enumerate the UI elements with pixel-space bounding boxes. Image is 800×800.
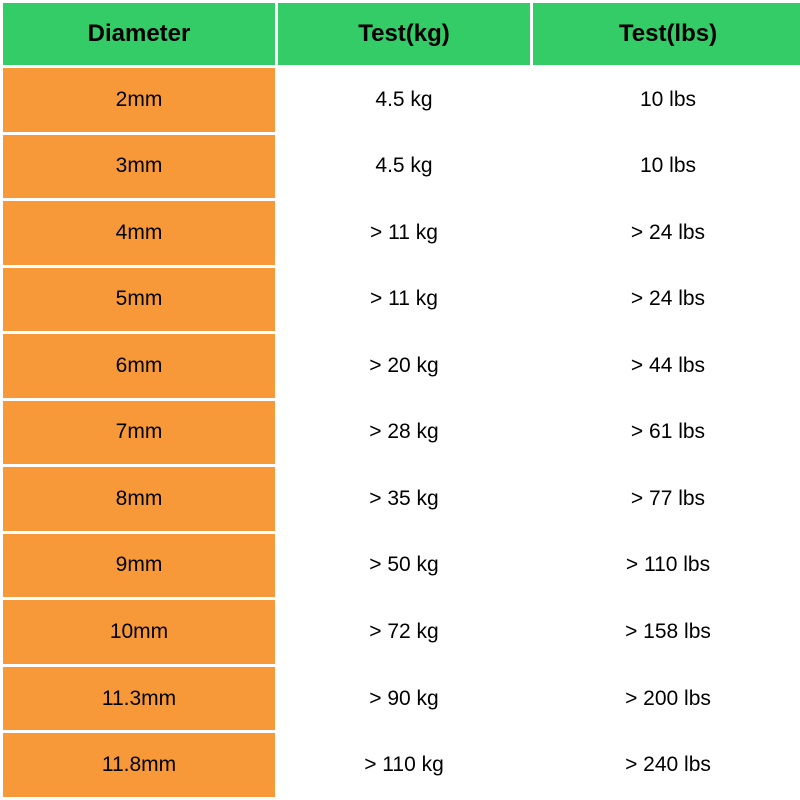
- table-row: [3, 334, 800, 398]
- cell-test-lbs: > 24 lbs: [533, 201, 800, 265]
- table-header: [3, 3, 800, 65]
- cell-test-kg: > 50 kg: [278, 534, 530, 598]
- cell-test-lbs: > 44 lbs: [533, 334, 800, 398]
- table-row: [3, 401, 800, 465]
- cell-test-lbs: > 110 lbs: [533, 534, 800, 598]
- cell-diameter: 9mm: [3, 534, 275, 598]
- table-row: [3, 667, 800, 731]
- table-row: [3, 68, 800, 132]
- table-row: [3, 135, 800, 199]
- table-header-row: [3, 3, 800, 65]
- cell-test-kg: 4.5 kg: [278, 68, 530, 132]
- column-header-diameter: Diameter: [3, 3, 275, 65]
- table-row: [3, 534, 800, 598]
- table-body: [3, 68, 800, 797]
- cell-test-kg: > 90 kg: [278, 667, 530, 731]
- table-row: [3, 201, 800, 265]
- table-row: [3, 733, 800, 797]
- cell-test-kg: > 72 kg: [278, 600, 530, 664]
- table-row: [3, 600, 800, 664]
- cell-test-lbs: 10 lbs: [533, 135, 800, 199]
- cell-test-lbs: > 61 lbs: [533, 401, 800, 465]
- column-header-test-lbs: Test(lbs): [533, 3, 800, 65]
- cell-test-lbs: 10 lbs: [533, 68, 800, 132]
- cell-diameter: 2mm: [3, 68, 275, 132]
- cell-diameter: 5mm: [3, 268, 275, 332]
- cell-diameter: 11.8mm: [3, 733, 275, 797]
- cell-diameter: 10mm: [3, 600, 275, 664]
- cell-test-kg: > 110 kg: [278, 733, 530, 797]
- cell-test-kg: > 11 kg: [278, 201, 530, 265]
- table-row: [3, 268, 800, 332]
- column-header-test-kg: Test(kg): [278, 3, 530, 65]
- cell-diameter: 6mm: [3, 334, 275, 398]
- cell-test-lbs: > 24 lbs: [533, 268, 800, 332]
- table-row: [3, 467, 800, 531]
- cell-diameter: 11.3mm: [3, 667, 275, 731]
- cell-test-lbs: > 240 lbs: [533, 733, 800, 797]
- cell-test-lbs: > 200 lbs: [533, 667, 800, 731]
- cell-test-lbs: > 77 lbs: [533, 467, 800, 531]
- cell-test-kg: > 11 kg: [278, 268, 530, 332]
- cell-diameter: 7mm: [3, 401, 275, 465]
- cell-diameter: 3mm: [3, 135, 275, 199]
- cell-diameter: 4mm: [3, 201, 275, 265]
- cell-test-kg: 4.5 kg: [278, 135, 530, 199]
- cell-diameter: 8mm: [3, 467, 275, 531]
- cell-test-kg: > 35 kg: [278, 467, 530, 531]
- cell-test-kg: > 28 kg: [278, 401, 530, 465]
- cell-test-lbs: > 158 lbs: [533, 600, 800, 664]
- cell-test-kg: > 20 kg: [278, 334, 530, 398]
